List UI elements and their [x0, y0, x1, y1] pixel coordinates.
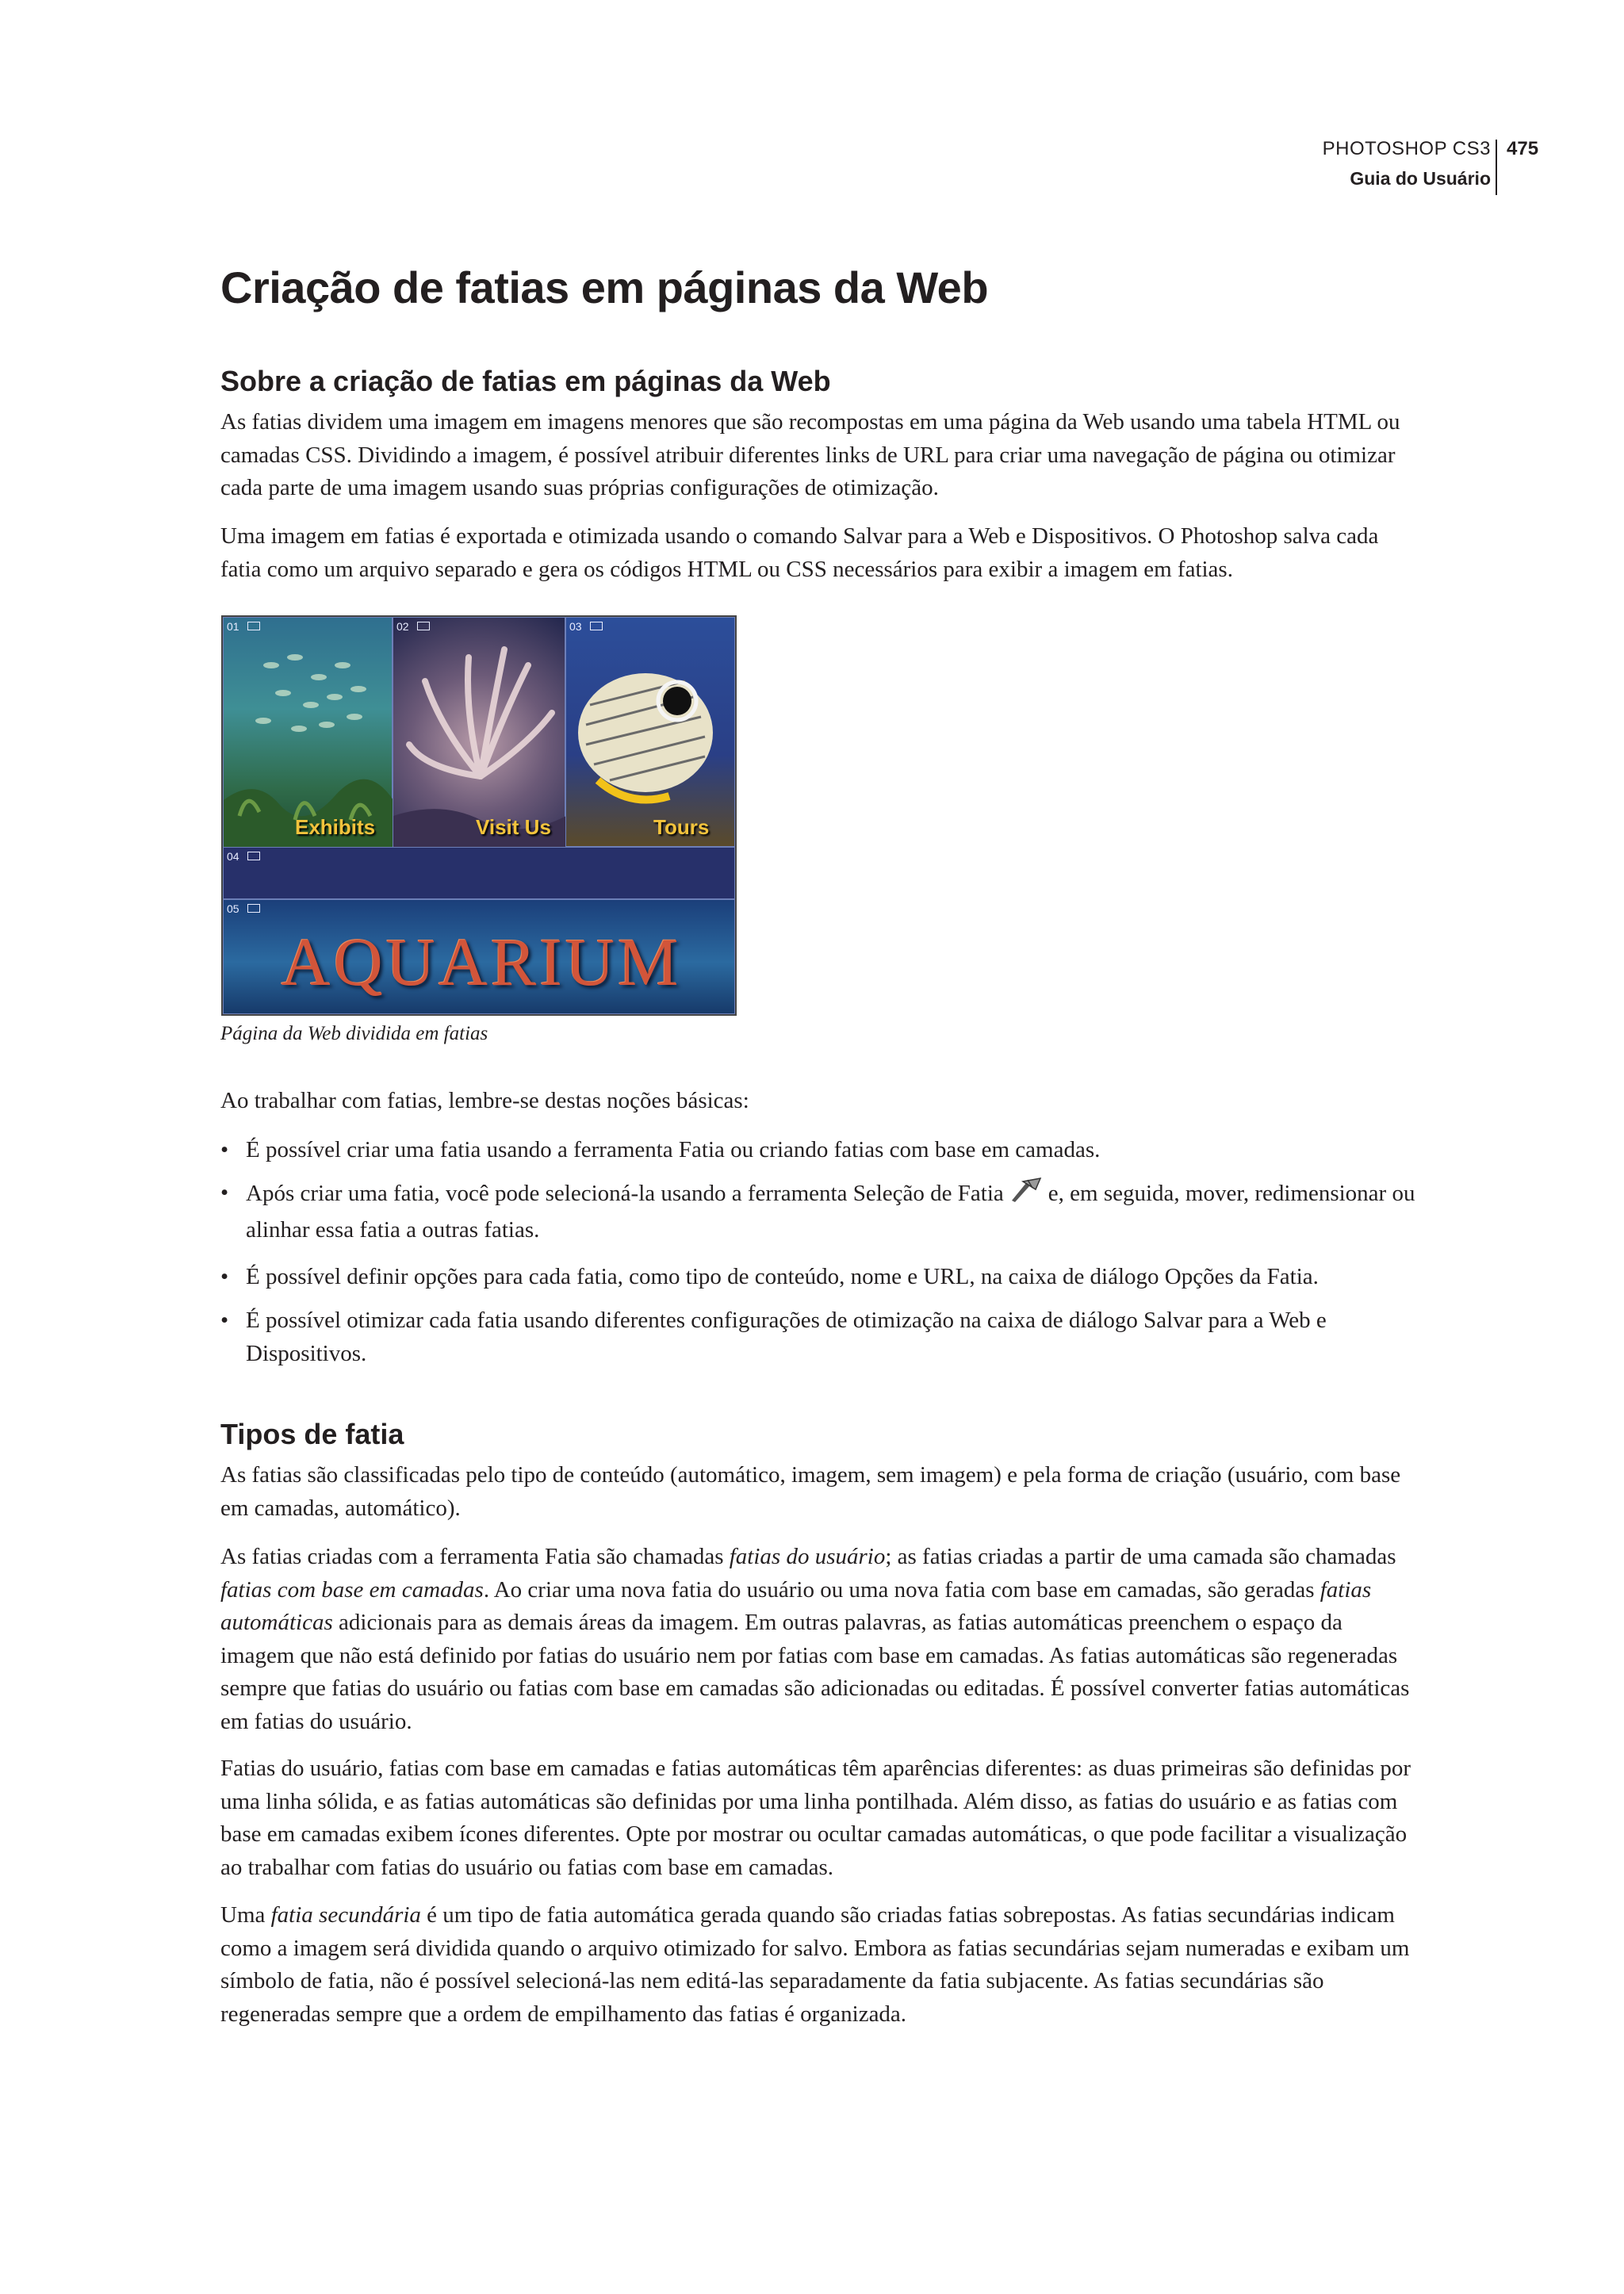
figure-caption: Página da Web dividida em fatias — [220, 1023, 488, 1044]
slice-label-visit-us[interactable]: Visit Us — [476, 815, 551, 839]
slice-01 — [223, 617, 393, 847]
page-title: Criação de fatias em páginas da Web — [220, 262, 989, 312]
slice-label-tours[interactable]: Tours — [653, 815, 710, 839]
slice-select-tool-icon — [1009, 1177, 1044, 1214]
bullet-item — [220, 1177, 1418, 1243]
slice-02 — [393, 617, 565, 847]
paragraph-slice-kinds — [220, 1541, 1418, 1738]
sliced-webpage-figure — [221, 615, 737, 1016]
bullet-text: É possível otimizar cada fatia usando diferentes configurações de otimização na caixa de diálogo Salvar para a Web e Dispositivos. — [246, 1308, 1327, 1366]
emphasis-term: fatias do usuário — [729, 1544, 886, 1569]
slice-image-icon — [247, 904, 260, 913]
bullet-symbol: • — [220, 1180, 229, 1205]
page-number: 475 — [1507, 138, 1539, 159]
slice-05 — [223, 899, 735, 1014]
running-header — [0, 138, 1624, 197]
paragraph: Ao trabalhar com fatias, lembre-se destas noções básicas: — [220, 1088, 749, 1113]
butterflyfish-image — [566, 618, 736, 848]
text-run: é um tipo de fatia automática gerada quando são criadas fatias sobrepostas. As fatias secundárias indicam como a imagem será dividida quando o arquivo otimizado for salvo. Embora as fatias secundárias sejam numeradas e exibam um símbolo de fatia, não é possível selecioná-las nem editá-las separadamente da fatia subjacente. As fatias secundárias são regeneradas sempre que a ordem de empilhamento das fatias é organizada. — [220, 1902, 1410, 2027]
emphasis-term: fatias com base em camadas — [220, 1576, 484, 1603]
bullet-text: É possível criar uma fatia usando a ferramenta Fatia ou criando fatias com base em camadas. — [246, 1137, 1101, 1162]
slice-number: 05 — [227, 902, 239, 915]
emphasis-term: fatia secundária — [270, 1902, 421, 1928]
header-product: PHOTOSHOP CS3 — [1322, 138, 1491, 159]
paragraph: Uma imagem em fatias é exportada e otimizada usando o comando Salvar para a Web e Dispositivos. O Photoshop salva cada fatia como um arquivo separado e gera os códigos HTML ou CSS necessários para exibir a imagem em fatias. — [220, 523, 1379, 582]
section-heading-about: Sobre a criação de fatias em páginas da Web — [220, 365, 831, 397]
paragraph: As fatias dividem uma imagem em imagens menores que são recompostas em uma página da Web usando uma tabela HTML ou camadas CSS. Dividindo a imagem, é possível atribuir diferentes links de URL para criar uma navegação de página ou otimizar cada parte de uma imagem usando suas próprias configurações de otimização. — [220, 409, 1400, 500]
bullet-symbol: • — [220, 1308, 229, 1333]
emphasis-term: fatias automáticas — [220, 1576, 1372, 1635]
bullet-symbol: • — [220, 1264, 229, 1289]
slice-03 — [565, 617, 735, 847]
bullet-text: É possível definir opções para cada fatia, como tipo de conteúdo, nome e URL, na caixa de diálogo Opções da Fatia. — [246, 1264, 1319, 1289]
text-run: . Ao criar uma nova fatia do usuário ou uma nova fatia com base em camadas, são geradas — [483, 1576, 1320, 1603]
paragraph-secondary-slice — [220, 1899, 1418, 2031]
slice-number: 02 — [396, 620, 409, 633]
bullet-symbol: • — [220, 1137, 229, 1162]
slice-number: 04 — [227, 850, 239, 863]
bullet-text-part: Após criar uma fatia, você pode selecioná-la usando a ferramenta Seleção de Fatia — [246, 1180, 1004, 1206]
header-divider — [1496, 140, 1497, 195]
paragraph: Fatias do usuário, fatias com base em camadas e fatias automáticas têm aparências diferentes: as duas primeiras são definidas por uma linha sólida, e as fatias automáticas são definidas por uma linha pontilhada. Além disso, as fatias do usuário e as fatias com base em camadas exibem ícones diferentes. Opte por mostrar ou ocultar camadas automáticas, o que pode facilitar a visualização ao trabalhar com fatias do usuário ou fatias com base em camadas. — [220, 1756, 1411, 1880]
section-heading-slice-types: Tipos de fatia — [220, 1418, 404, 1450]
text-run: As fatias criadas com a ferramenta Fatia são chamadas — [220, 1544, 730, 1569]
slice-04 — [223, 847, 735, 899]
slice-label-exhibits[interactable]: Exhibits — [295, 815, 376, 839]
header-guide: Guia do Usuário — [1350, 168, 1491, 189]
text-run: adicionais para as demais áreas da imagem. Em outras palavras, as fatias automáticas preenchem o espaço da imagem que não está definido por fatias do usuário nem por fatias com base em camadas. As fatias automáticas são regeneradas sempre que fatias do usuário ou fatias com base em camadas são adicionadas ou editadas. É possível converter fatias automáticas em fatias do usuário. — [220, 1610, 1410, 1734]
bullet-text-slice-select — [246, 1177, 1418, 1247]
text-run: ; as fatias criadas a partir de uma camada são chamadas — [885, 1544, 1396, 1569]
text-run: Uma — [220, 1902, 271, 1928]
slice-image-icon — [247, 852, 260, 860]
bullet-text-part: e, em seguida, mover, redimensionar ou alinhar essa fatia a outras fatias. — [246, 1180, 1415, 1243]
slice-number: 01 — [227, 620, 239, 633]
paragraph: As fatias são classificadas pelo tipo de conteúdo (automático, imagem, sem imagem) e pela forma de criação (usuário, com base em camadas, automático). — [220, 1462, 1401, 1521]
aquarium-banner: AQUARIUM — [281, 924, 682, 1000]
fish-school-image — [224, 618, 393, 848]
slice-number: 03 — [569, 620, 582, 633]
anemone-image — [393, 618, 566, 848]
